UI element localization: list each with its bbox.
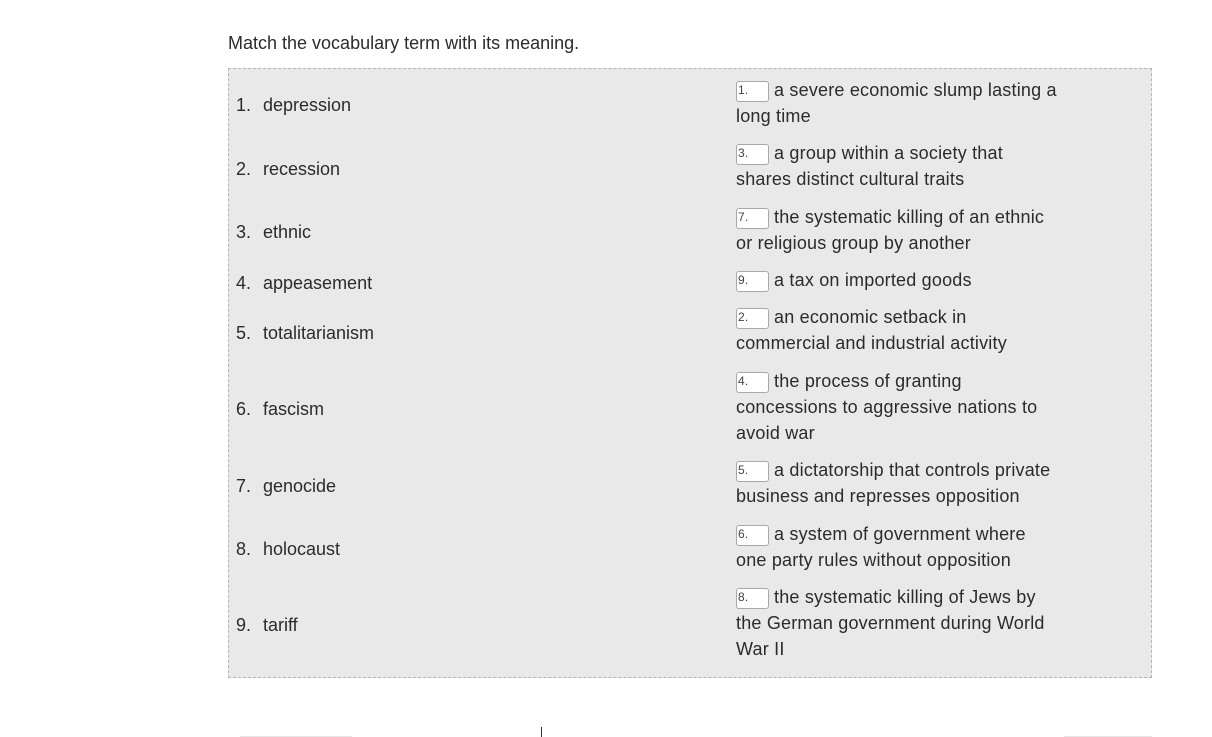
- term-item: [236, 615, 298, 636]
- term-number: 4.: [236, 273, 252, 293]
- term-label: recession: [263, 159, 341, 179]
- definition-item: [736, 368, 1061, 446]
- definition-item: [736, 267, 1061, 293]
- term-item: [236, 399, 324, 420]
- term-item: [236, 539, 340, 560]
- term-number: 7.: [236, 476, 252, 496]
- definition-text: a severe economic slump lasting a long time: [736, 80, 1057, 126]
- definition-item: [736, 457, 1061, 509]
- answer-input[interactable]: 7.: [736, 208, 769, 229]
- definition-text: the process of granting concessions to aggressive nations to avoid war: [736, 371, 1038, 443]
- term-number: 5.: [236, 323, 252, 343]
- term-label: holocaust: [263, 539, 341, 559]
- definition-item: [736, 584, 1061, 662]
- term-label: ethnic: [263, 222, 312, 242]
- answer-input[interactable]: 2.: [736, 308, 769, 329]
- term-number: 8.: [236, 539, 252, 559]
- term-item: [236, 222, 311, 243]
- term-label: depression: [263, 95, 352, 115]
- term-label: appeasement: [263, 273, 373, 293]
- term-item: [236, 159, 340, 180]
- term-number: 3.: [236, 222, 252, 242]
- definition-text: the systematic killing of Jews by the German government during World War II: [736, 587, 1045, 659]
- text-cursor: [541, 727, 542, 737]
- definition-text: an economic setback in commercial and industrial activity: [736, 307, 1007, 353]
- definition-text: a group within a society that shares distinct cultural traits: [736, 143, 1003, 189]
- matching-panel: [228, 68, 1152, 678]
- term-item: [236, 273, 372, 294]
- term-label: genocide: [263, 476, 337, 496]
- term-number: 9.: [236, 615, 252, 635]
- definition-item: [736, 521, 1061, 573]
- answer-input[interactable]: 4.: [736, 372, 769, 393]
- definition-item: [736, 140, 1061, 192]
- term-label: tariff: [263, 615, 298, 635]
- answer-input[interactable]: 8.: [736, 588, 769, 609]
- term-item: [236, 95, 351, 116]
- term-number: 1.: [236, 95, 252, 115]
- term-item: [236, 476, 336, 497]
- term-label: fascism: [263, 399, 325, 419]
- term-number: 2.: [236, 159, 252, 179]
- definition-text: a system of government where one party rules without opposition: [736, 524, 1026, 570]
- definition-text: a dictatorship that controls private business and represses opposition: [736, 460, 1051, 506]
- definition-text: the systematic killing of an ethnic or religious group by another: [736, 207, 1045, 253]
- term-label: totalitarianism: [263, 323, 375, 343]
- term-item: [236, 323, 374, 344]
- answer-input[interactable]: 3.: [736, 144, 769, 165]
- answer-input[interactable]: 9.: [736, 271, 769, 292]
- definition-item: [736, 77, 1061, 129]
- answer-input[interactable]: 1.: [736, 81, 769, 102]
- answer-input[interactable]: 6.: [736, 525, 769, 546]
- instruction-text: Match the vocabulary term with its meaning.: [228, 33, 580, 53]
- term-number: 6.: [236, 399, 252, 419]
- definition-item: [736, 304, 1061, 356]
- answer-input[interactable]: 5.: [736, 461, 769, 482]
- definition-item: [736, 204, 1061, 256]
- definition-text: a tax on imported goods: [774, 270, 972, 290]
